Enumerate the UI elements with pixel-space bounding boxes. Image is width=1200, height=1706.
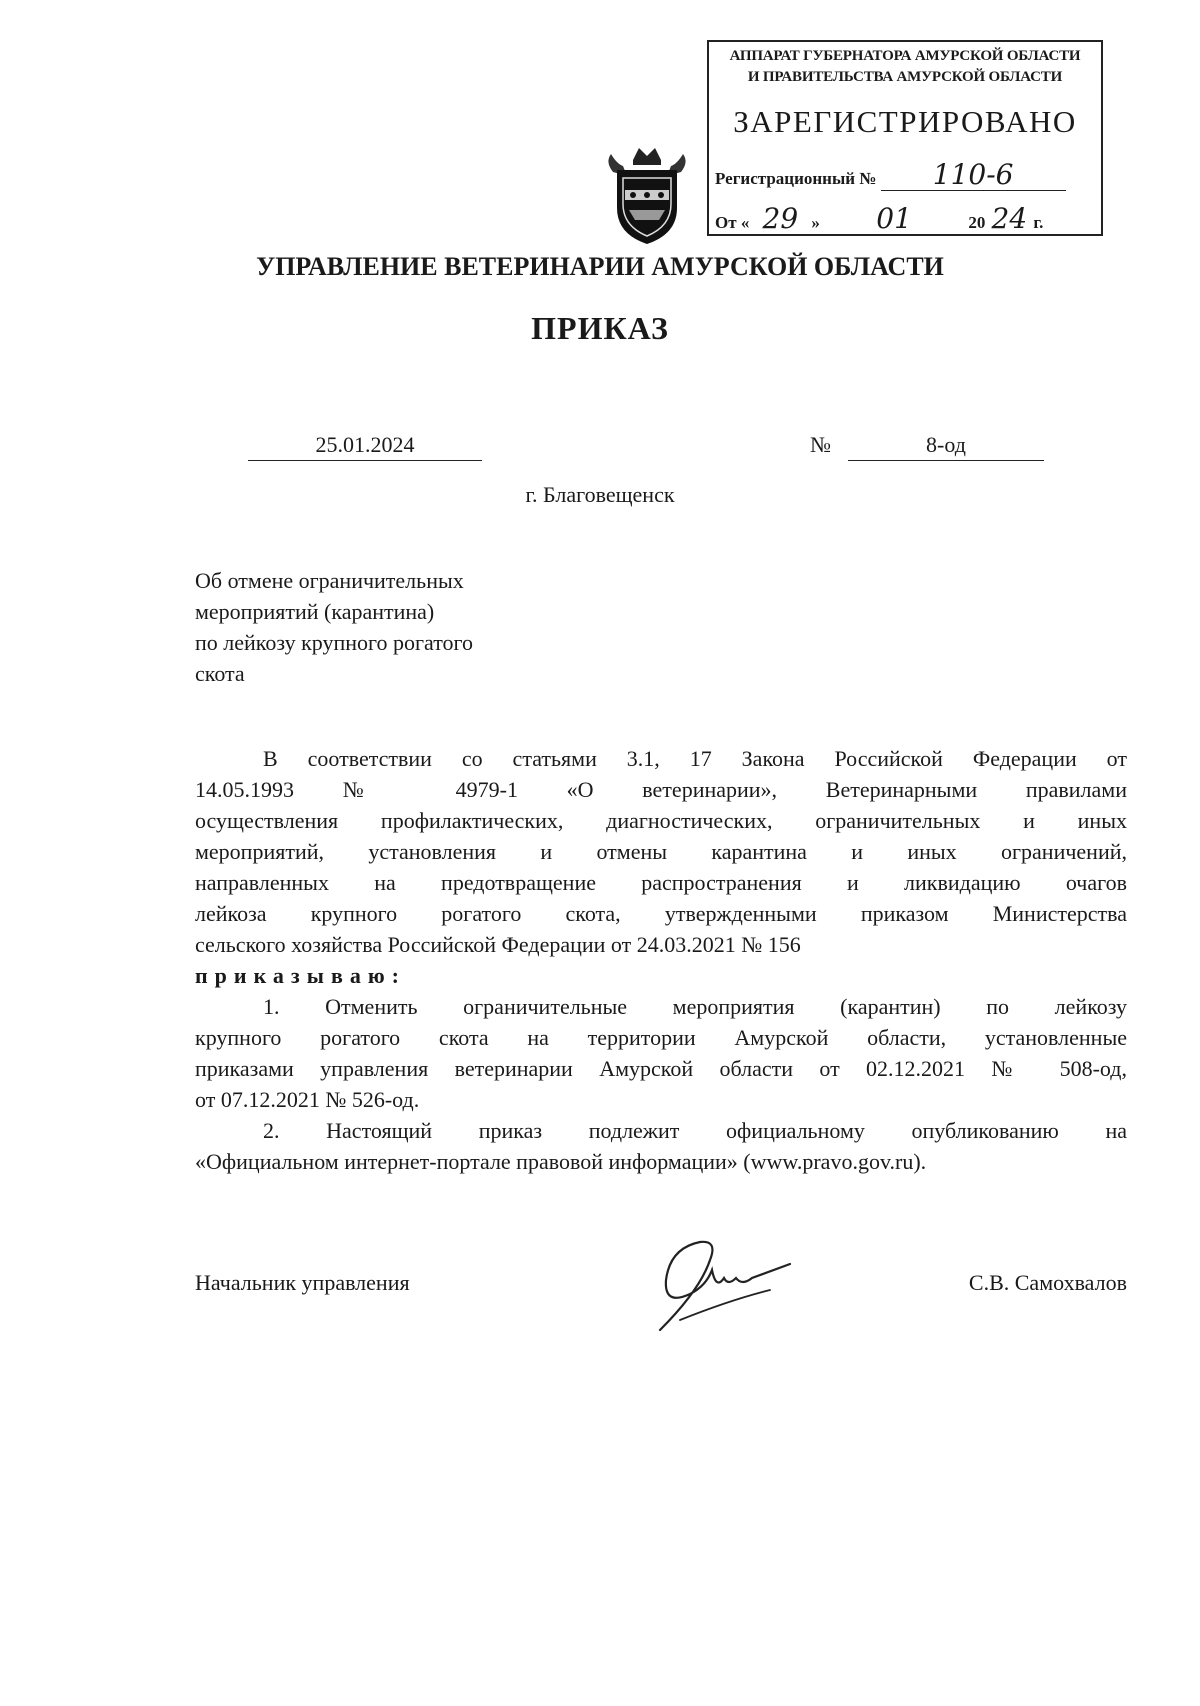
stamp-year-suffix: 24 (985, 204, 1033, 235)
document-type-title: ПРИКАЗ (531, 310, 669, 346)
order-number-sign: № (810, 432, 831, 457)
subject-line: скота (195, 661, 245, 686)
item1-line: от 07.12.2021 № 526-од. (195, 1087, 420, 1112)
stamp-authority-line1: АППАРАТ ГУБЕРНАТОРА АМУРСКОЙ ОБЛАСТИ (729, 48, 1081, 64)
preamble-line: сельского хозяйства Российской Федерации от 24.03.2021 № 156 (195, 932, 801, 957)
stamp-reg-number-row (715, 160, 1066, 191)
registration-stamp (707, 40, 1103, 236)
stamp-year-end: г. (1033, 213, 1044, 232)
stamp-reg-number: 110-6 (881, 160, 1066, 191)
order-number: 8-од (848, 432, 1044, 461)
order-subject (195, 565, 575, 689)
preamble-line: осуществления профилактических, диагностических, ограничительных и иных (195, 808, 1127, 833)
item2-line: «Официальном интернет-портале правовой информации» (www.pravo.gov.ru). (195, 1149, 927, 1174)
subject-line: Об отмене ограничительных (195, 568, 464, 593)
subject-line: мероприятий (карантина) (195, 599, 435, 624)
stamp-date-row (715, 204, 1043, 235)
stamp-registered-label: ЗАРЕГИСТРИРОВАНО (733, 104, 1077, 139)
order-date: 25.01.2024 (248, 432, 482, 461)
stamp-reg-number-label: Регистрационный № (715, 169, 877, 188)
signer-name: С.В. Самохвалов (968, 1270, 1127, 1295)
command-word: приказываю: (195, 963, 406, 988)
subject-line: по лейкозу крупного рогатого (195, 630, 474, 655)
preamble-line: В соответствии со статьями 3.1, 17 Закона Российской Федерации от (263, 746, 1127, 771)
preamble-line: 14.05.1993 № 4979-1 «О ветеринарии», Ветеринарными правилами (195, 777, 1127, 802)
item1-line: приказами управления ветеринарии Амурской области от 02.12.2021 № 508-од, (195, 1056, 1127, 1081)
item1-line: крупного рогатого скота на территории Амурской области, установленные (195, 1025, 1127, 1050)
stamp-authority-line2: И ПРАВИТЕЛЬСТВА АМУРСКОЙ ОБЛАСТИ (747, 69, 1063, 85)
item1-line: 1. Отменить ограничительные мероприятия (карантин) по лейкозу (263, 994, 1127, 1019)
item2-line: 2. Настоящий приказ подлежит официальному опубликованию на (263, 1118, 1127, 1143)
handwritten-signature (640, 1220, 800, 1340)
organization-name: УПРАВЛЕНИЕ ВЕТЕРИНАРИИ АМУРСКОЙ ОБЛАСТИ (256, 252, 944, 281)
stamp-day: 29 (749, 204, 811, 235)
stamp-quote-close: » (811, 213, 820, 232)
stamp-from-label: От « (715, 213, 750, 232)
stamp-month: 01 (824, 204, 964, 235)
signer-position: Начальник управления (195, 1270, 410, 1295)
preamble-line: лейкоза крупного рогатого скота, утвержденными приказом Министерства (195, 901, 1127, 926)
preamble-line: мероприятий, установления и отмены карантина и иных ограничений, (195, 839, 1127, 864)
stamp-year-prefix: 20 (968, 213, 986, 232)
city: г. Благовещенск (525, 482, 675, 507)
coat-of-arms-icon (603, 142, 691, 246)
order-body (195, 743, 1127, 1177)
preamble-line: направленных на предотвращение распространения и ликвидацию очагов (195, 870, 1127, 895)
